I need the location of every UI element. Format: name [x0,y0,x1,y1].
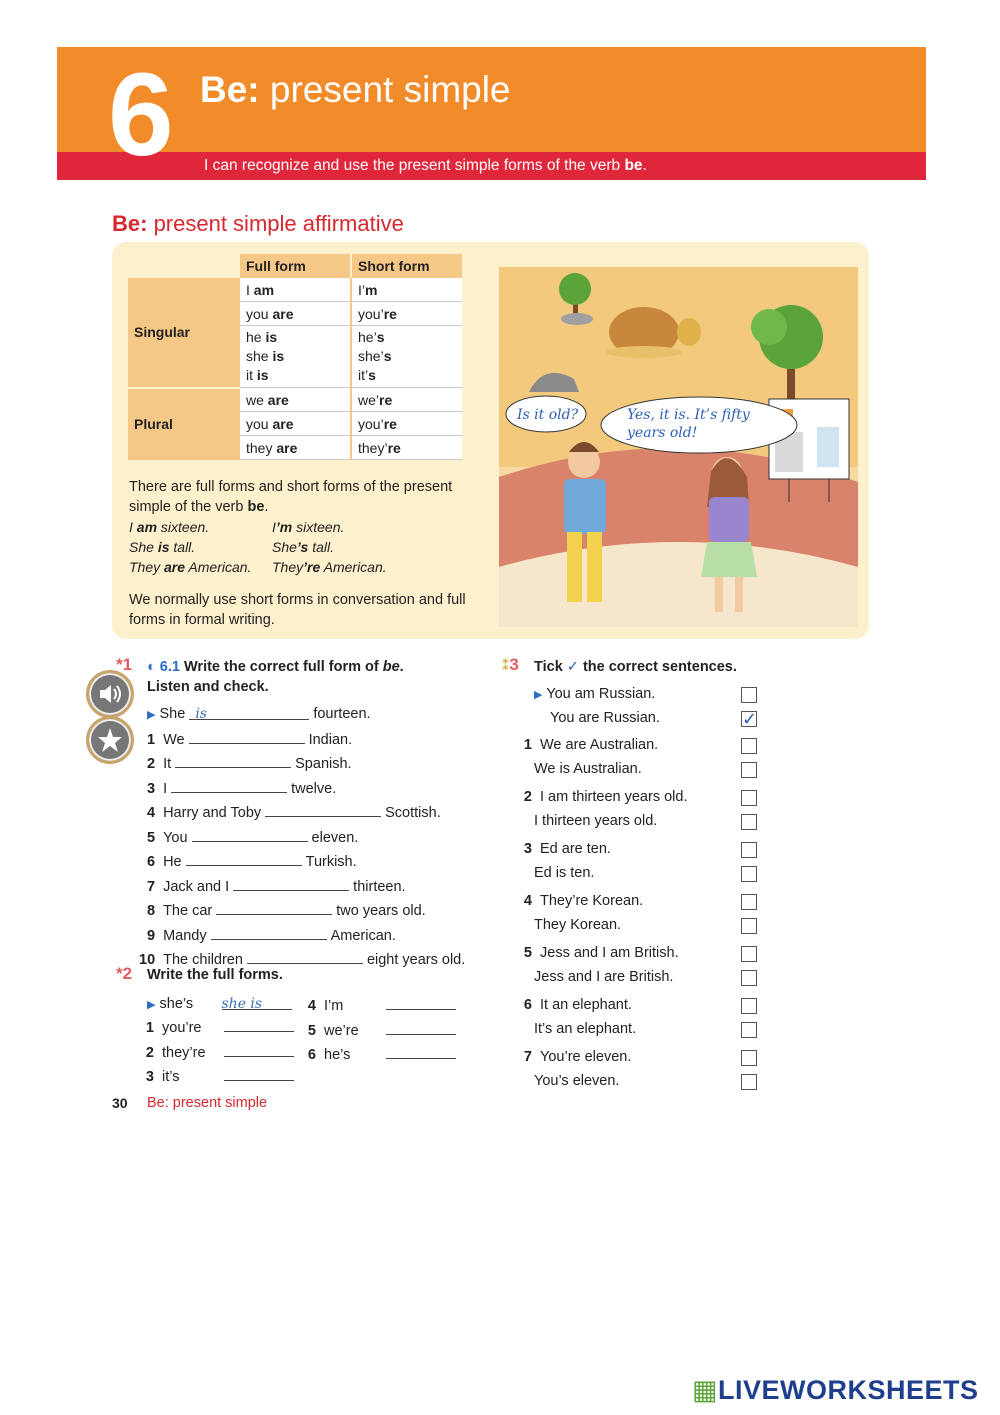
exercise2-right-column [302,993,460,1067]
table-cell: we’re [351,388,462,412]
checkbox[interactable] [741,970,757,986]
checkbox[interactable] [741,842,757,858]
arrow-icon: ▶ [147,999,156,1011]
speaker-icon [89,673,131,715]
answer-field[interactable] [171,776,287,793]
answer-field[interactable] [192,825,308,842]
check-icon: ✓ [742,709,758,729]
exercise1-item: 2 It Spanish. [147,751,465,776]
exercise1-number: *1 [116,655,133,674]
answer-field[interactable] [224,1015,294,1032]
checkbox[interactable] [741,1050,757,1066]
exercise3-list [523,683,764,1095]
exercise1-list [139,703,466,972]
unit-subtitle: I can recognize and use the present simple forms of the verb be. [204,157,647,174]
footer-title: Be: present simple [147,1095,268,1111]
star-button[interactable] [86,716,134,764]
checkbox[interactable] [741,738,757,754]
explanation-text: There are full forms and short forms of the present simple of the verb be. [129,479,453,515]
exercise2-number: *2 [116,964,133,983]
exercise2-item: 5 we’re [302,1018,460,1043]
arrow-icon: ▶ [147,709,156,721]
zoo-illustration [499,267,858,627]
answer-field[interactable] [233,874,349,891]
table-cell: he’s she’s it’s [351,326,462,388]
exercise3-group: 7 You’re eleven. You’s eleven. [518,1043,764,1095]
audio-play-button[interactable] [86,670,134,718]
answer-field[interactable] [386,1042,456,1059]
table-cell: you’re [351,412,462,436]
checkbox[interactable] [741,762,757,778]
answer-field[interactable] [386,993,456,1010]
answer-field[interactable] [224,1040,294,1057]
col-full-form: Full form [240,254,351,278]
exercise3-group: 3 Ed are ten. Ed is ten. [518,835,764,887]
exercise1-item: 4 Harry and Toby Scottish. [147,800,465,825]
checkbox-checked[interactable] [741,711,757,727]
checkbox[interactable] [741,814,757,830]
exercise1-item: 10 The children eight years old. [139,947,465,972]
example-row: I am sixteen. I’m sixteen. [129,519,345,535]
table-cell: you are [240,302,351,326]
exercise3-example: ▶ You am Russian. You are Russian. ✓ [534,686,758,729]
example-row: She is tall. She’s tall. [129,539,335,555]
exercise2-item: 1 you’re [140,1015,298,1040]
answer-field[interactable] [186,849,302,866]
exercise1-example: ▶ She is fourteen. [147,703,465,727]
audio-icon[interactable]: ◐ [147,659,156,675]
answer-field[interactable] [265,800,381,817]
example-row: They are American. They’re American. [129,559,387,575]
table-cell: we are [240,388,351,412]
grammar-table [128,254,462,460]
answer-field[interactable] [175,751,291,768]
star-icon [89,719,131,761]
page-number: 30 [112,1095,128,1111]
answer-field[interactable] [211,923,327,940]
bubble-girl-text-1: Yes, it is. It’s fifty [627,407,750,423]
checkbox[interactable] [741,946,757,962]
answer-field[interactable] [386,1018,456,1035]
bubble-boy-text: Is it old? [517,407,579,423]
explanation-note: We normally use short forms in conversation and full forms in formal writing. [129,592,466,628]
exercise2-example: ▶ she’s she is [147,993,296,1017]
checkbox[interactable] [741,866,757,882]
audio-track: 6.1 [159,659,180,675]
unit-title: Be: present simple [200,69,511,110]
unit-number: 6 [108,49,174,181]
col-short-form: Short form [351,254,462,278]
exercise1-item: 5 You eleven. [147,825,465,850]
exercise2-item: 2 they’re [140,1040,298,1065]
checkbox[interactable] [741,687,757,703]
exercise1-item: 8 The car two years old. [147,898,465,923]
exercise1-instruction-2: Listen and check. [147,679,269,695]
table-cell: they’re [351,436,462,460]
checkbox[interactable] [741,894,757,910]
exercise1-item: 3 I twelve. [147,776,465,801]
watermark-logo: ▦LIVEWORKSHEETS [692,1375,979,1405]
checkbox[interactable] [741,918,757,934]
exercise3-number: ⁑3 [502,655,519,674]
section-title: Be: present simple affirmative [112,211,404,236]
example-answer-line: she is [222,993,292,1010]
singular-label: Singular [128,278,240,388]
table-cell: you’re [351,302,462,326]
answer-field[interactable] [224,1064,294,1081]
exercise1-item: 7 Jack and I thirteen. [147,874,465,899]
exercise3-group: 4 They’re Korean. They Korean. [518,887,764,939]
example-answer-line: is [189,703,309,720]
answer-field[interactable] [189,727,305,744]
table-cell: they are [240,436,351,460]
exercise3-group: 6 It an elephant. It’s an elephant. [518,991,764,1043]
checkbox[interactable] [741,1074,757,1090]
exercise3-group: 5 Jess and I am British. Jess and I are British. [518,939,764,991]
logo-icon: ▦ [692,1375,719,1405]
exercise3-group: 1 We are Australian. We is Australian. [518,731,764,783]
exercise2-left-column [140,1015,298,1089]
answer-field[interactable] [216,898,332,915]
table-cell: I’m [351,278,462,302]
checkbox[interactable] [741,790,757,806]
exercise2-item: 6 he’s [302,1042,460,1067]
checkbox[interactable] [741,1022,757,1038]
checkbox[interactable] [741,998,757,1014]
exercise1-instruction: ◐ 6.1 Write the correct full form of be. [147,659,404,675]
exercise2-item: 3 it’s [140,1064,298,1089]
table-cell: I am [240,278,351,302]
arrow-icon: ▶ [534,689,543,701]
exercise1-item: 6 He Turkish. [147,849,465,874]
answer-field[interactable] [247,947,363,964]
exercise2-item: 4 I’m [302,993,460,1018]
exercise3-group: 2 I am thirteen years old. I thirteen years old. [518,783,764,835]
table-cell: you are [240,412,351,436]
exercise3-instruction: Tick ✓ the correct sentences. [534,659,737,675]
exercise2-instruction: Write the full forms. [147,967,283,983]
table-cell: he is she is it is [240,326,351,388]
exercise1-item: 9 Mandy American. [147,923,465,948]
exercise1-item: 1 We Indian. [147,727,465,752]
bubble-girl-text-2: years old! [627,425,698,441]
grammar-explanation [129,477,474,577]
plural-label: Plural [128,388,240,460]
